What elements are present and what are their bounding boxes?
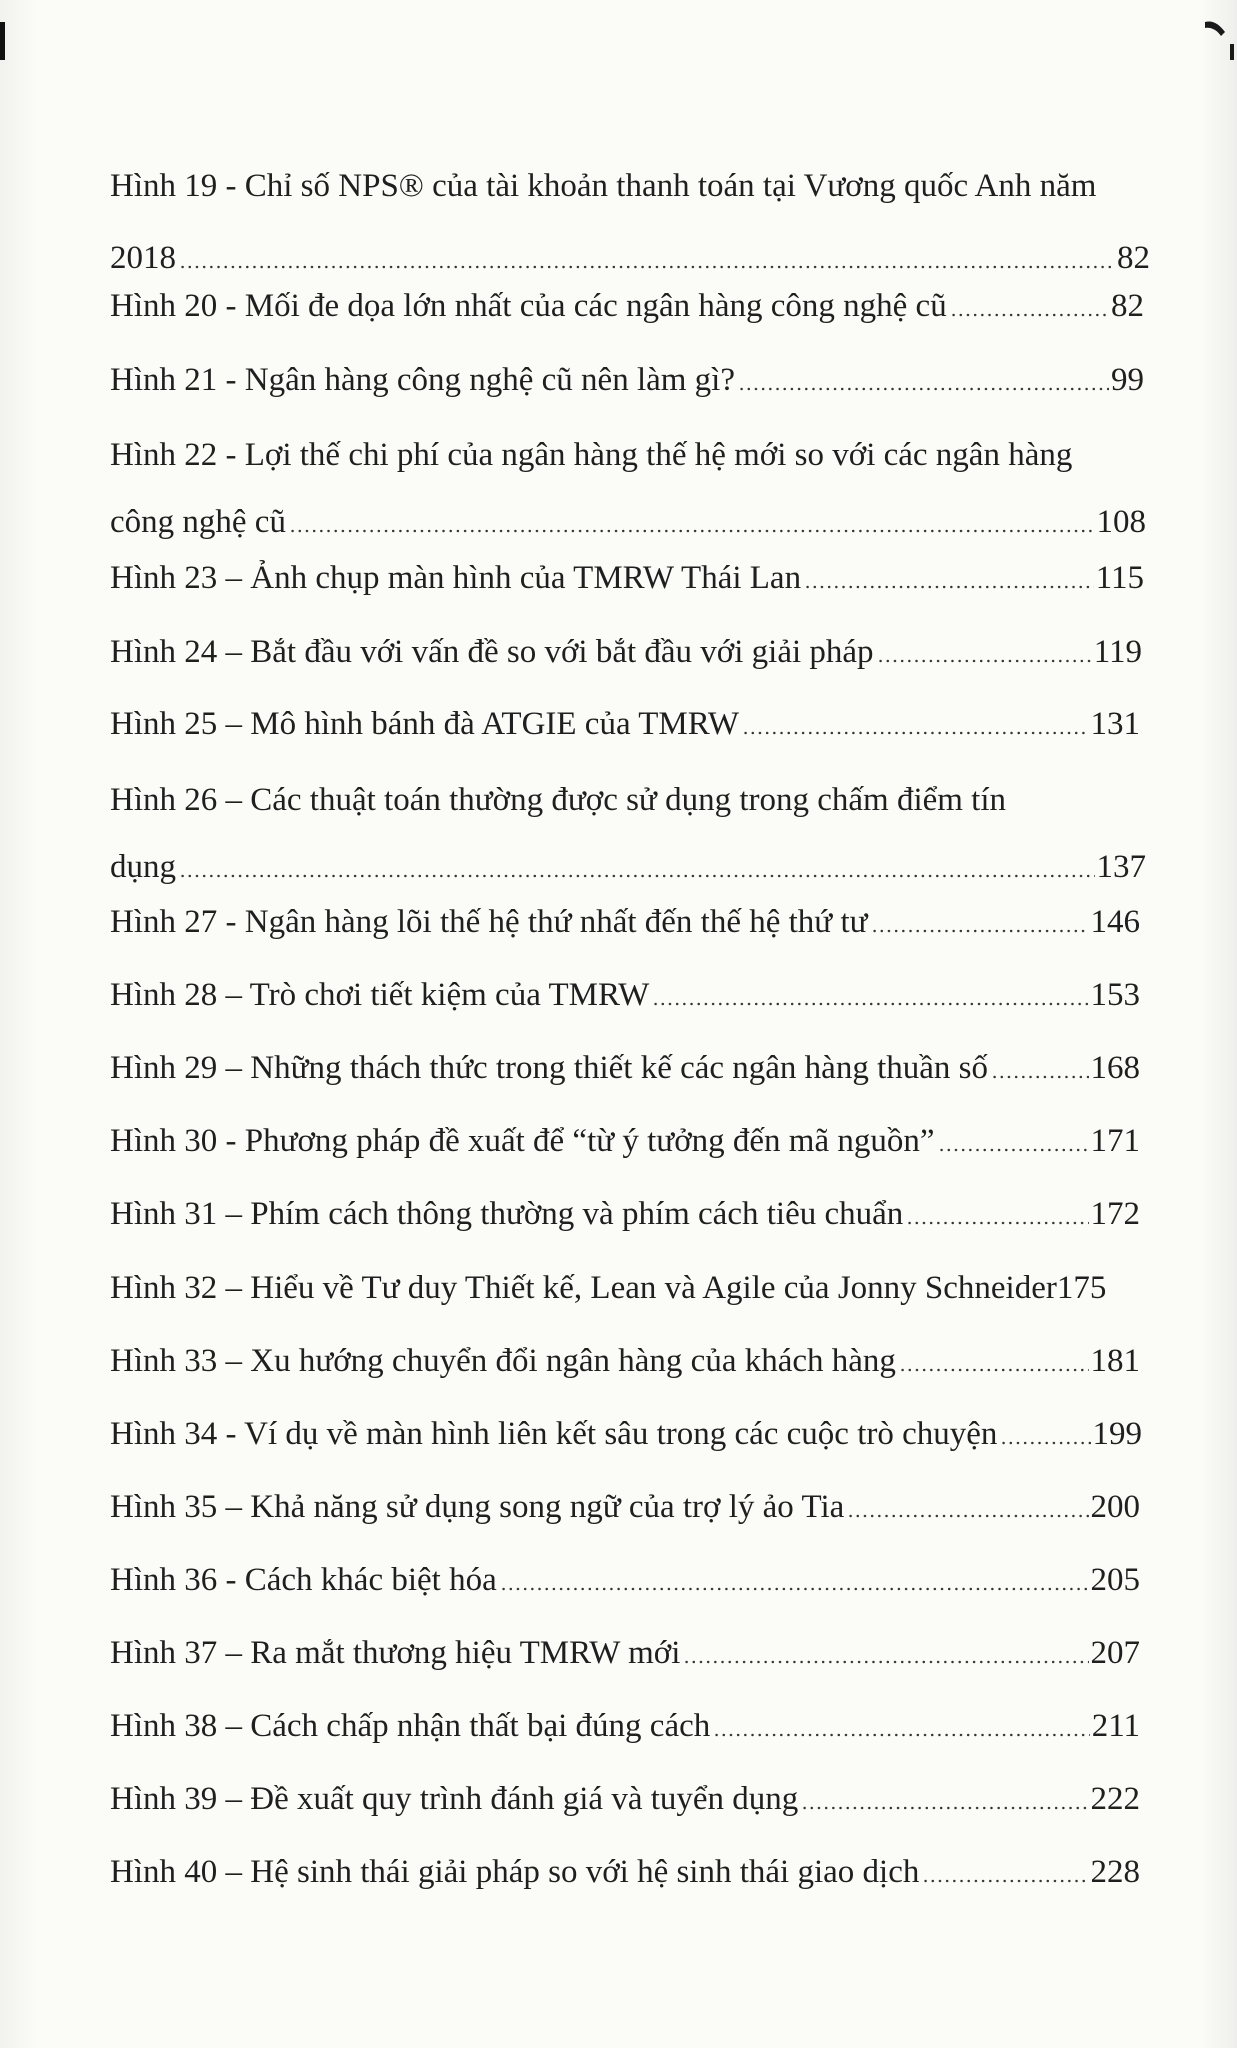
dot-leader — [899, 1368, 1089, 1372]
toc-entry-title: Hình 34 - Ví dụ về màn hình liên kết sâu trong các cuộc trò chuyện — [110, 1416, 998, 1452]
toc-entry[interactable] — [110, 1487, 1140, 1527]
toc-entry-title: Hình 28 – Trò chơi tiết kiệm của TMRW — [110, 977, 650, 1013]
toc-entry[interactable] — [110, 360, 1144, 400]
toc-page-number: 207 — [1090, 1635, 1140, 1671]
toc-entry-first-line: Hình 22 - Lợi thế chi phí của ngân hàng thế hệ mới so với các ngân hàng — [110, 437, 1073, 473]
dot-leader — [713, 1733, 1089, 1737]
toc-entry-title: công nghệ cũ — [110, 504, 286, 540]
toc-entry-title: Hình 27 - Ngân hàng lõi thế hệ thứ nhất đến thế hệ thứ tư — [110, 904, 868, 940]
toc-entry-title: Hình 30 - Phương pháp đề xuất để “từ ý tưởng đến mã nguồn” — [110, 1123, 935, 1159]
dot-leader — [847, 1514, 1088, 1518]
dot-leader — [683, 1660, 1088, 1664]
toc-entry[interactable] — [110, 1341, 1140, 1381]
dot-leader — [738, 387, 1109, 391]
toc-entry-title: Hình 38 – Cách chấp nhận thất bại đúng cách — [110, 1708, 711, 1744]
toc-entry-title: Hình 23 – Ảnh chụp màn hình của TMRW Thái Lan — [110, 560, 802, 596]
toc-page-number: 82 — [1111, 288, 1144, 324]
dot-leader — [1000, 1441, 1090, 1445]
toc-page-number: 205 — [1090, 1562, 1140, 1598]
toc-entry-title: Hình 31 – Phím cách thông thường và phím cách tiêu chuẩn — [110, 1196, 904, 1232]
toc-page-number: 199 — [1092, 1416, 1142, 1452]
dot-leader — [289, 529, 1095, 533]
toc-entry[interactable] — [110, 1706, 1140, 1746]
toc-entry-title: Hình 21 - Ngân hàng công nghệ cũ nên làm gì? — [110, 362, 736, 398]
toc-page-number: 115 — [1095, 560, 1144, 596]
toc-entry-title: Hình 25 – Mô hình bánh đà ATGIE của TMRW — [110, 706, 740, 742]
toc-entry-title: Hình 24 – Bắt đầu với vấn đề so với bắt đầu với giải pháp — [110, 634, 874, 670]
dot-leader — [742, 731, 1088, 735]
toc-entry-title: Hình 29 – Những thách thức trong thiết kế các ngân hàng thuần số — [110, 1050, 988, 1086]
toc-page-number: 99 — [1111, 362, 1144, 398]
dot-leader — [652, 1002, 1088, 1006]
toc-entry[interactable] — [110, 1633, 1140, 1673]
toc-entry-title: Hình 37 – Ra mắt thương hiệu TMRW mới — [110, 1635, 681, 1671]
toc-entry[interactable] — [110, 1268, 1144, 1308]
toc-entry[interactable] — [110, 975, 1140, 1015]
toc-entry-title: dụng — [110, 849, 176, 885]
toc-entry[interactable] — [110, 435, 1146, 542]
toc-entry-title: Hình 39 – Đề xuất quy trình đánh giá và tuyển dụng — [110, 1781, 799, 1817]
dot-leader — [801, 1806, 1088, 1810]
toc-page-number: 172 — [1090, 1196, 1140, 1232]
toc-entry-title: 2018 — [110, 240, 176, 276]
toc-page-number: 119 — [1093, 634, 1142, 670]
toc-page-number: 222 — [1090, 1781, 1140, 1817]
toc-entry-first-line: Hình 26 – Các thuật toán thường được sử dụng trong chấm điểm tín — [110, 782, 1007, 818]
toc-page-number: 228 — [1090, 1854, 1140, 1890]
toc-entry[interactable] — [110, 1560, 1140, 1600]
toc-page-number: 146 — [1090, 904, 1140, 940]
dot-leader — [991, 1075, 1089, 1079]
dot-leader — [950, 313, 1109, 317]
toc-entry-title: Hình 33 – Xu hướng chuyển đổi ngân hàng của khách hàng — [110, 1343, 896, 1379]
toc-entry[interactable] — [110, 1121, 1140, 1161]
toc-page-number: 168 — [1090, 1050, 1140, 1086]
toc-entry[interactable] — [110, 780, 1146, 887]
toc-entry[interactable] — [110, 558, 1144, 598]
toc-entry[interactable] — [110, 704, 1140, 744]
dot-leader — [179, 265, 1115, 269]
toc-entry[interactable] — [110, 166, 1150, 278]
toc-entry[interactable] — [110, 286, 1144, 326]
dot-leader — [938, 1148, 1089, 1152]
toc-entry[interactable] — [110, 1194, 1140, 1234]
toc-entry-title: Hình 35 – Khả năng sử dụng song ngữ của trợ lý ảo Tia — [110, 1489, 845, 1525]
toc-entry-title: Hình 32 – Hiểu về Tư duy Thiết kế, Lean và Agile của Jonny Schneider — [110, 1270, 1057, 1306]
toc-entry-title: Hình 20 - Mối đe dọa lớn nhất của các ngân hàng công nghệ cũ — [110, 288, 947, 324]
toc-entry[interactable] — [110, 1779, 1140, 1819]
toc-page-number: 82 — [1117, 240, 1150, 276]
dot-leader — [922, 1879, 1088, 1883]
toc-page-number: 153 — [1090, 977, 1140, 1013]
toc-page-number: 171 — [1090, 1123, 1140, 1159]
toc-entry-title: Hình 40 – Hệ sinh thái giải pháp so với hệ sinh thái giao dịch — [110, 1854, 920, 1890]
dot-leader — [871, 929, 1089, 933]
toc-entry-title: Hình 36 - Cách khác biệt hóa — [110, 1562, 497, 1598]
toc-entry-first-line: Hình 19 - Chỉ số NPS® của tài khoản thanh toán tại Vương quốc Anh năm — [110, 168, 1097, 204]
toc-page-number: 211 — [1091, 1708, 1140, 1744]
toc-page-number: 175 — [1056, 1270, 1107, 1306]
toc-entry[interactable] — [110, 1414, 1142, 1454]
toc-page-number: 200 — [1090, 1489, 1140, 1525]
toc-page-number: 137 — [1096, 849, 1146, 885]
toc-page-number: 181 — [1090, 1343, 1140, 1379]
toc-page-number: 108 — [1096, 504, 1146, 540]
dot-leader — [877, 659, 1092, 663]
dot-leader — [804, 585, 1094, 589]
dot-leader — [500, 1587, 1089, 1591]
toc-entry[interactable] — [110, 1048, 1140, 1088]
toc-entry[interactable] — [110, 902, 1140, 942]
dot-leader — [179, 874, 1095, 878]
dot-leader — [906, 1221, 1088, 1225]
toc-page-number: 131 — [1090, 706, 1140, 742]
toc-entry[interactable] — [110, 632, 1142, 672]
toc-entry[interactable] — [110, 1852, 1140, 1892]
